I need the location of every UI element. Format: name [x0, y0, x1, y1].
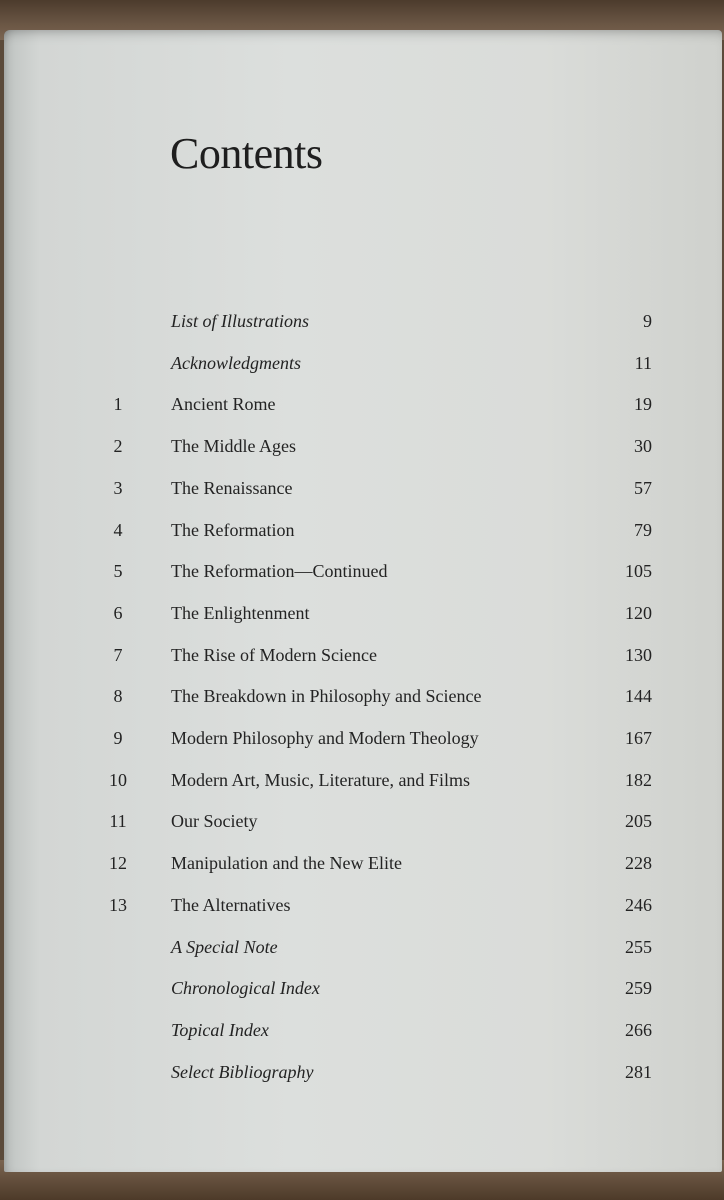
- page-number: 246: [625, 894, 652, 915]
- chapter-number: 9: [113, 728, 123, 748]
- toc-entry: [4, 686, 722, 716]
- page-title: Contents: [170, 129, 323, 178]
- page-number: 19: [634, 394, 652, 415]
- toc-entry: [4, 645, 722, 675]
- toc-entry: [4, 478, 722, 508]
- entry-title: Chronological Index: [171, 978, 320, 999]
- page-number: 205: [625, 811, 652, 832]
- entry-title: Our Society: [171, 811, 258, 832]
- toc-entry: [4, 853, 722, 883]
- chapter-number: 1: [113, 394, 123, 415]
- entry-title: Topical Index: [171, 1019, 269, 1040]
- chapter-number: 8: [113, 686, 123, 707]
- toc-entry: [4, 561, 722, 591]
- page-number: 9: [643, 311, 652, 331]
- chapter-number: 11: [109, 811, 127, 832]
- toc-entry: [4, 311, 722, 341]
- entry-title: The Middle Ages: [171, 436, 296, 457]
- entry-title: The Enlightenment: [171, 602, 310, 623]
- chapter-number: 5: [113, 561, 123, 582]
- entry-title: The Renaissance: [171, 477, 293, 498]
- toc-entry: [4, 937, 722, 967]
- page-number: 79: [634, 519, 652, 540]
- entry-title: Select Bibliography: [171, 1061, 314, 1082]
- toc-entry: [4, 1020, 722, 1050]
- chapter-number: 12: [109, 853, 127, 874]
- page-number: 11: [634, 352, 652, 373]
- entry-title: A Special Note: [171, 936, 278, 957]
- entry-title: The Breakdown in Philosophy and Science: [171, 686, 482, 707]
- book-page: [4, 30, 722, 1172]
- chapter-number: 7: [113, 644, 123, 665]
- chapter-number: 4: [113, 519, 123, 540]
- chapter-number: 13: [109, 894, 127, 915]
- toc-entry: [4, 728, 722, 758]
- entry-title: Modern Art, Music, Literature, and Films: [171, 769, 470, 790]
- toc-entry: [4, 770, 722, 800]
- entry-title: The Reformation—Continued: [171, 561, 388, 582]
- page-number: 105: [625, 561, 652, 582]
- toc-entry: [4, 436, 722, 466]
- page-number: 144: [625, 686, 652, 707]
- toc-entry: [4, 895, 722, 925]
- entry-title: Ancient Rome: [171, 394, 276, 415]
- page-number: 182: [625, 769, 652, 790]
- entry-title: The Rise of Modern Science: [171, 644, 377, 665]
- toc-entry: [4, 353, 722, 383]
- toc-entry: [4, 394, 722, 424]
- entry-title: List of Illustrations: [171, 311, 310, 331]
- entry-title: Manipulation and the New Elite: [171, 853, 402, 874]
- entry-title: Acknowledgments: [171, 352, 301, 373]
- entry-title: The Reformation: [171, 519, 295, 540]
- page-number: 130: [625, 644, 652, 665]
- chapter-number: 2: [113, 436, 123, 457]
- toc-entry: [4, 1062, 722, 1092]
- page-number: 57: [634, 477, 652, 498]
- page-number: 255: [625, 936, 652, 957]
- toc-entry: [4, 520, 722, 550]
- page-number: 228: [625, 853, 652, 874]
- entry-title: Modern Philosophy and Modern Theology: [171, 728, 479, 748]
- chapter-number: 10: [109, 769, 127, 790]
- page-number: 30: [634, 436, 652, 457]
- page-number: 259: [625, 978, 652, 999]
- page-number: 120: [625, 602, 652, 623]
- page-number: 281: [625, 1061, 652, 1082]
- toc-entry: [4, 811, 722, 841]
- chapter-number: 6: [113, 602, 123, 623]
- entry-title: The Alternatives: [171, 894, 291, 915]
- toc-entry: [4, 978, 722, 1008]
- chapter-number: 3: [113, 477, 123, 498]
- toc-entry: [4, 603, 722, 633]
- page-number: 167: [625, 728, 652, 748]
- page-number: 266: [625, 1019, 652, 1040]
